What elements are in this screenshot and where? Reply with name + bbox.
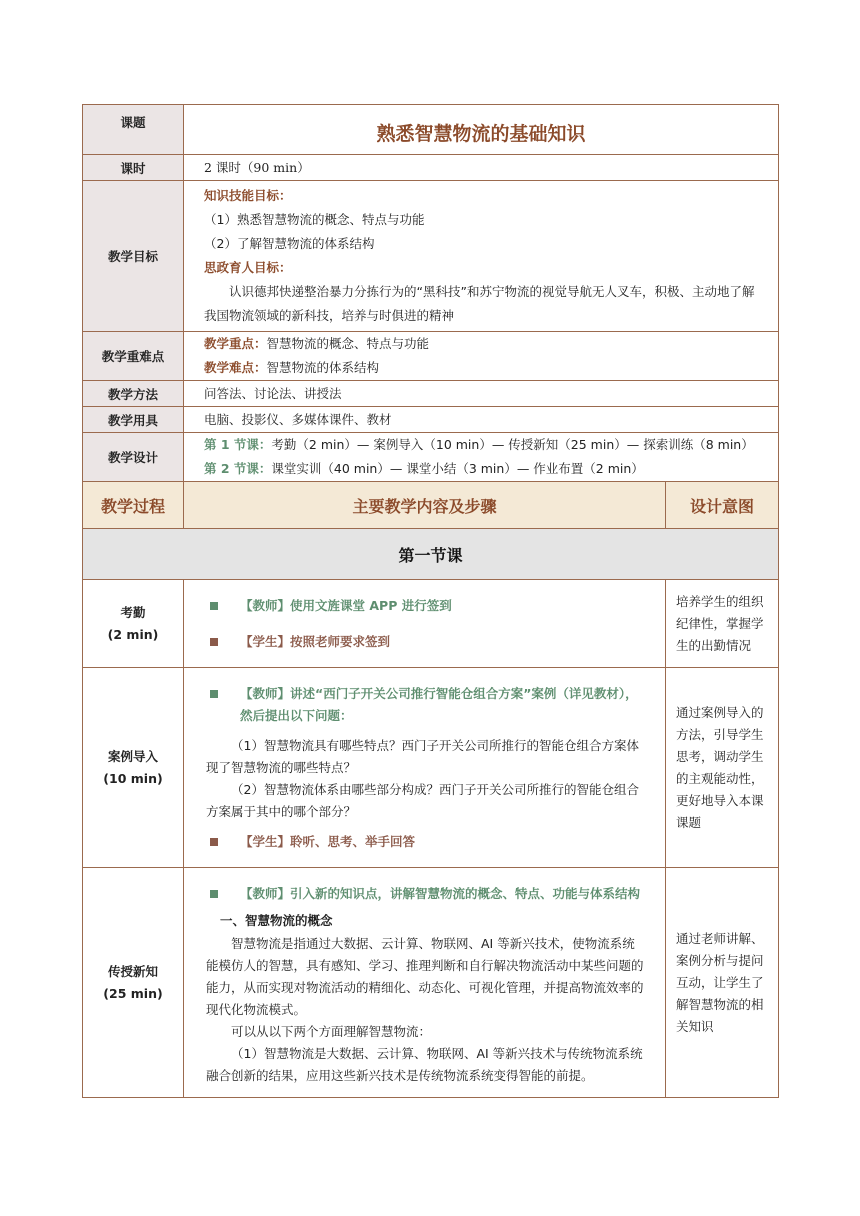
ideology-heading: 思政育人目标： — [204, 260, 292, 275]
bullet-square-icon — [210, 602, 218, 610]
hours-label: 课时 — [83, 155, 184, 181]
key-point-label: 教学重点： — [204, 336, 267, 351]
difficulty-row — [83, 332, 779, 381]
bullet-square-icon — [210, 638, 218, 646]
attendance-label: 考勤 (2 min) — [83, 580, 184, 668]
section-row — [83, 529, 779, 580]
objectives-label: 教学目标 — [83, 181, 184, 332]
lesson2-label: 第 2 节课： — [204, 461, 272, 476]
hours-row — [83, 155, 779, 181]
question-1: （1）智慧物流具有哪些特点？西门子开关公司所推行的智能仓组合方案体现了智慧物流的哪些特点？ — [206, 737, 639, 775]
difficulty-label: 教学重难点 — [83, 332, 184, 381]
content-col-header: 主要教学内容及步骤 — [184, 482, 666, 529]
case-intro-content — [184, 668, 666, 868]
method-label: 教学方法 — [83, 381, 184, 407]
attendance-content — [184, 580, 666, 668]
new-knowledge-row — [83, 868, 779, 1098]
list-item: 【教师】讲述“西门子开关公司推行智能仓组合方案”案例（详见教材），然后提出以下问题： — [206, 683, 647, 727]
hard-point-label: 教学难点： — [204, 360, 267, 375]
ideology-text: 认识德邦快递整治暴力分拣行为的“黑科技”和苏宁物流的视觉导航无人叉车，积极、主动地了解我国物流领域的新科技，培养与时俱进的精神 — [204, 284, 755, 323]
knowledge-heading: 知识技能目标： — [204, 188, 292, 203]
tools-label: 教学用具 — [83, 407, 184, 433]
method-value: 问答法、讨论法、讲授法 — [184, 381, 779, 407]
bullet-square-icon — [210, 838, 218, 846]
case-intro-label: 案例导入 (10 min) — [83, 668, 184, 868]
design-label: 教学设计 — [83, 433, 184, 482]
hours-value: 2 课时（90 min） — [184, 155, 779, 181]
topic-label: 课题 — [83, 105, 184, 155]
process-header-row — [83, 482, 779, 529]
case-intro-intent: 通过案例导入的方法，引导学生思考，调动学生的主观能动性，更好地导入本课课题 — [666, 668, 779, 868]
knowledge-item-1: （1）熟悉智慧物流的概念、特点与功能 — [204, 212, 425, 227]
design-content — [184, 433, 779, 482]
process-col-header: 教学过程 — [83, 482, 184, 529]
objectives-content — [184, 181, 779, 332]
bullet-square-icon — [210, 690, 218, 698]
attendance-row — [83, 580, 779, 668]
difficulty-content — [184, 332, 779, 381]
page-title: 熟悉智慧物流的基础知识 — [184, 105, 779, 155]
hard-point-text: 智慧物流的体系结构 — [266, 360, 380, 375]
new-knowledge-label: 传授新知 (25 min) — [83, 868, 184, 1098]
method-row — [83, 381, 779, 407]
concept-paragraph-3: （1）智慧物流是大数据、云计算、物联网、AI 等新兴技术与传统物流系统融合创新的结果，应用这些新兴技术是传统物流系统变得智能的前提。 — [206, 1045, 643, 1083]
lesson2-text: 课堂实训（40 min）— 课堂小结（3 min）— 作业布置（2 min） — [271, 461, 644, 476]
new-knowledge-intent: 通过老师讲解、案例分析与提问互动，让学生了解智慧物流的相关知识 — [666, 868, 779, 1098]
concept-paragraph-1: 智慧物流是指通过大数据、云计算、物联网、AI 等新兴技术，使物流系统能模仿人的智慧，具有感知、学习、推理判断和自行解决物流活动中某些问题的能力，从而实现对物流活动的精细化、动态化、可视化管理，并提高物流效率的现代化物流模式。 — [206, 935, 644, 1017]
lesson1-label: 第 1 节课： — [204, 437, 272, 452]
tools-row — [83, 407, 779, 433]
list-item: 【教师】引入新的知识点，讲解智慧物流的概念、特点、功能与体系结构 — [206, 883, 647, 905]
knowledge-item-2: （2）了解智慧物流的体系结构 — [204, 236, 375, 251]
list-item: 【教师】使用文旌课堂 APP 进行签到 — [206, 595, 645, 617]
concept-heading: 一、智慧物流的概念 — [220, 912, 333, 928]
lesson1-text: 考勤（2 min）— 案例导入（10 min）— 传授新知（25 min）— 探索训练（8 min） — [271, 437, 754, 452]
objectives-row — [83, 181, 779, 332]
question-2: （2）智慧物流体系由哪些部分构成？西门子开关公司所推行的智能仓组合方案属于其中的哪个部分？ — [206, 781, 639, 819]
list-item: 【学生】聆听、思考、举手回答 — [206, 831, 647, 853]
topic-row — [83, 105, 779, 155]
intent-col-header: 设计意图 — [666, 482, 779, 529]
list-item: 【学生】按照老师要求签到 — [206, 631, 645, 653]
attendance-intent: 培养学生的组织纪律性，掌握学生的出勤情况 — [666, 580, 779, 668]
section-title: 第一节课 — [83, 529, 779, 580]
lesson-plan — [82, 104, 778, 1098]
design-row — [83, 433, 779, 482]
key-point-text: 智慧物流的概念、特点与功能 — [266, 336, 430, 351]
lesson-plan-table — [82, 104, 779, 1098]
tools-value: 电脑、投影仪、多媒体课件、教材 — [184, 407, 779, 433]
new-knowledge-content — [184, 868, 666, 1098]
concept-paragraph-2: 可以从以下两个方面理解智慧物流： — [231, 1023, 432, 1039]
case-intro-row — [83, 668, 779, 868]
bullet-square-icon — [210, 890, 218, 898]
